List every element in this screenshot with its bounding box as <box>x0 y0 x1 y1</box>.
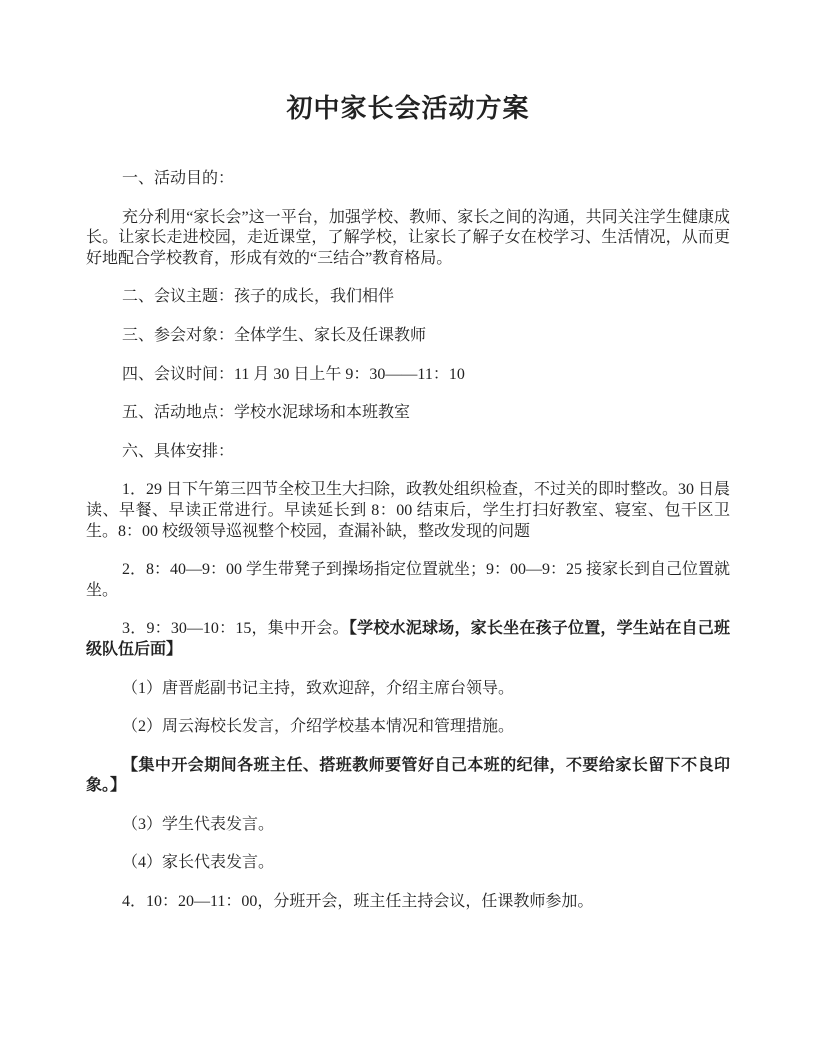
paragraph <box>86 442 730 463</box>
document-title: 初中家长会活动方案 <box>286 94 530 123</box>
text-run: 充分利用“家长会”这一平台，加强学校、教师、家长之间的沟通，共同关注学生健康成长。让家长走进校园，走近课堂，了解学校，让家长了解子女在校学习、生活情况，从而更好地配合学校教育，形成有效的“三结合”教育格局。 <box>86 208 730 267</box>
paragraph <box>86 560 730 601</box>
text-run: 四、会议时间：11 月 30 日上午 9：30——11：10 <box>122 365 465 383</box>
text-run: 一、活动目的： <box>122 170 235 187</box>
paragraph <box>86 169 730 190</box>
text-run: （1）唐晋彪副书记主持，致欢迎辞，介绍主席台领导。 <box>122 679 515 697</box>
paragraph <box>86 403 730 424</box>
paragraph <box>86 287 730 308</box>
paragraph <box>86 326 730 347</box>
text-run: 五、活动地点：学校水泥球场和本班教室 <box>122 404 411 422</box>
text-run: 3．9：30—10：15，集中开会。 <box>122 620 349 638</box>
text-run: （2）周云海校长发言，介绍学校基本情况和管理措施。 <box>122 718 515 736</box>
text-run: 三、参会对象：全体学生、家长及任课教师 <box>122 326 427 344</box>
text-run: 二、会议主题：孩子的成长，我们相伴 <box>122 288 395 306</box>
paragraph <box>86 679 730 700</box>
text-run-bold: 【学校水泥球场，家长坐在孩子位置，学生站在自己班级队伍后面】 <box>86 620 730 658</box>
text-run: （3）学生代表发言。 <box>122 815 275 833</box>
text-run: 4．10：20—11：00，分班开会，班主任主持会议，任课教师参加。 <box>122 893 594 911</box>
paragraph <box>86 853 730 874</box>
paragraph <box>86 365 730 386</box>
text-run: （4）家长代表发言。 <box>122 854 275 872</box>
paragraph <box>86 717 730 738</box>
text-run: 六、具体安排： <box>122 442 235 460</box>
text-run: 2．8：40—9：00 学生带凳子到操场指定位置就坐；9：00—9：25 接家长到自己位置就坐。 <box>86 561 731 599</box>
paragraph <box>86 208 730 270</box>
paragraph <box>86 756 730 797</box>
text-run: 1．29 日下午第三四节全校卫生大扫除，政教处组织检查，不过关的即时整改。30 日晨读、早餐、早读正常进行。早读延长到 8：00 结束后，学生打扫好教室、寝室、包干区卫生。8：00 校级领导巡视整个校园，查漏补缺，整改发现的问题 <box>86 481 731 540</box>
document-body <box>86 169 730 913</box>
paragraph <box>86 480 730 542</box>
paragraph <box>86 619 730 660</box>
paragraph <box>86 892 730 913</box>
text-run-bold: 【集中开会期间各班主任、搭班教师要管好自己本班的纪律，不要给家长留下不良印象。】 <box>86 756 730 795</box>
paragraph <box>86 815 730 836</box>
